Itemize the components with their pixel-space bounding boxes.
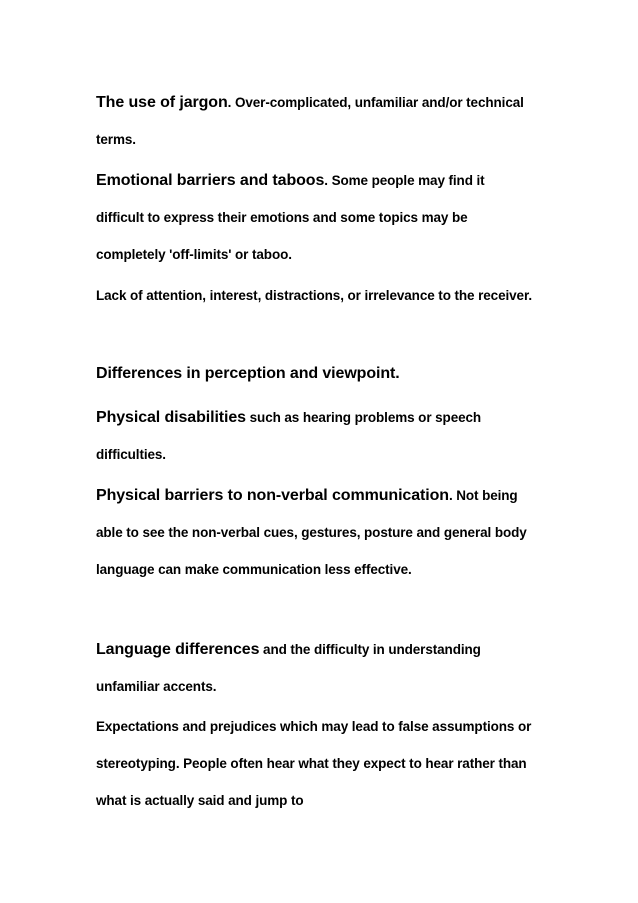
paragraph-text: . Over-complicated, unfamiliar and/or technical terms. <box>96 95 524 147</box>
paragraph-lead: Emotional barriers and taboos <box>96 172 325 189</box>
paragraph-lead: The use of jargon <box>96 94 228 111</box>
paragraph-text: and the difficulty in understanding unfamiliar accents. <box>96 642 481 694</box>
paragraph-text: such as hearing problems or speech difficulties. <box>96 410 482 462</box>
paragraph-language-differences <box>96 631 536 705</box>
paragraph-lead: Language differences <box>96 641 260 658</box>
paragraph-lead: Differences in perception and viewpoint. <box>96 365 400 382</box>
paragraph-text: . Some people may find it difficult to express their emotions and some topics may be completely 'off-limits' or taboo. <box>96 173 485 262</box>
paragraph-text: . Not being able to see the non-verbal cues, gestures, posture and general body language can make communication less effective. <box>96 488 527 577</box>
paragraph-text: Expectations and prejudices which may lead to false assumptions or stereotyping. People often hear what they expect to hear rather than what is actually said and jump to <box>96 719 532 808</box>
paragraph-perception <box>96 355 536 392</box>
paragraph-jargon <box>96 84 536 158</box>
paragraph-emotional-barriers <box>96 162 536 273</box>
paragraph-lack-of-attention <box>96 277 536 314</box>
paragraph-physical-barriers <box>96 477 536 588</box>
paragraph-text: Lack of attention, interest, distractions, or irrelevance to the receiver. <box>96 288 532 303</box>
paragraph-physical-disabilities <box>96 399 536 473</box>
paragraph-expectations <box>96 708 536 819</box>
paragraph-lead: Physical disabilities <box>96 409 246 426</box>
paragraph-lead: Physical barriers to non-verbal communication <box>96 487 449 504</box>
